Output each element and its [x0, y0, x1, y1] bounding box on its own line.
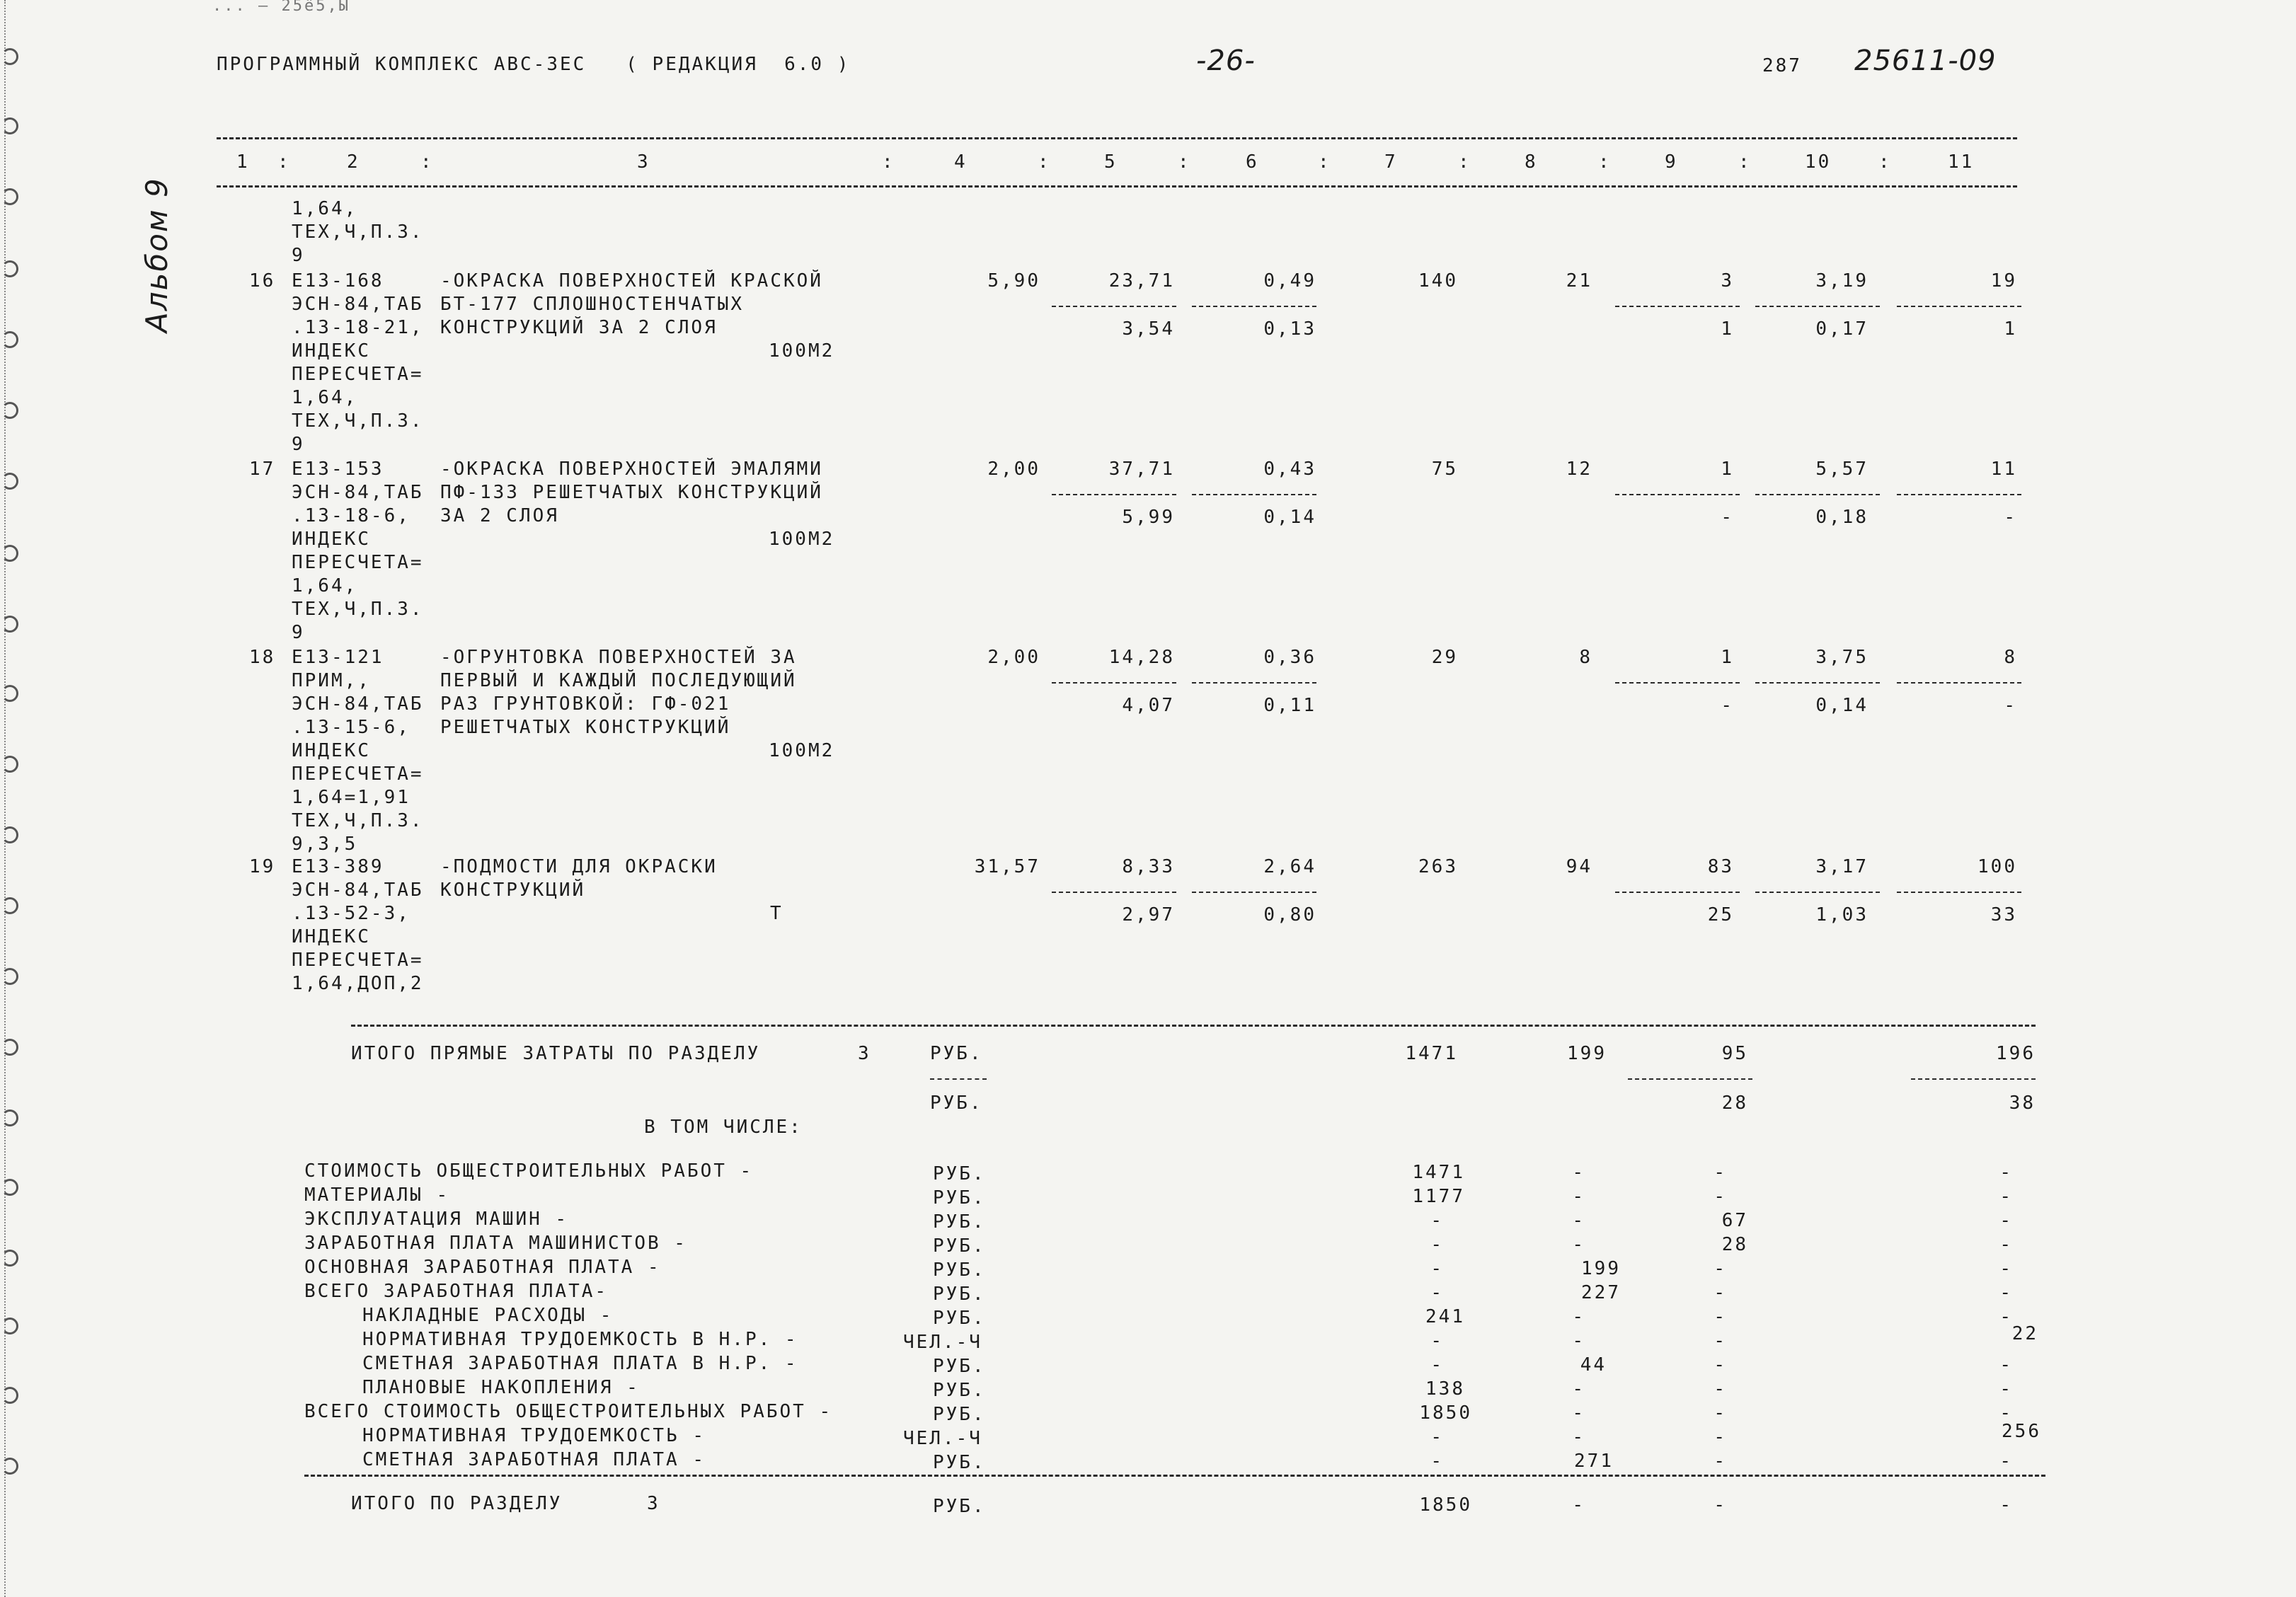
breakdown-wage: 271 [1574, 1451, 1614, 1472]
item-labor-unit: 3,75 [1815, 647, 1869, 668]
breakdown-label: СТОИМОСТЬ ОБЩЕСТРОИТЕЛЬНЫХ РАБОТ - [304, 1160, 754, 1182]
totals-unit: РУБ. [930, 1043, 983, 1064]
breakdown-unit: РУБ. [933, 1235, 986, 1257]
binding-hole-icon [1, 826, 18, 843]
binding-hole-icon [1, 1387, 18, 1404]
section-total-machine: - [1714, 1494, 1727, 1516]
item-code-line: .13-18-6, [292, 505, 411, 526]
column-separator: : [1878, 151, 1892, 173]
breakdown-machine: - [1714, 1402, 1727, 1424]
item-code-line: ТЕХ,Ч,П.3. [292, 410, 424, 432]
item-total-machine-wage: - [1721, 507, 1734, 528]
item-code-line: ТЕХ,Ч,П.3. [292, 810, 424, 831]
breakdown-cost: - [1430, 1210, 1444, 1231]
breakdown-label: ЗАРАБОТНАЯ ПЛАТА МАШИНИСТОВ - [304, 1233, 687, 1254]
item-labor-unit-mach: 0,14 [1815, 695, 1869, 716]
column-separator: : [882, 151, 895, 173]
breakdown-machine: 28 [1721, 1234, 1748, 1255]
item-unit-wage: 2,97 [1122, 904, 1175, 926]
item-quantity: 2,00 [987, 459, 1040, 480]
breakdown-labor: - [1999, 1282, 2013, 1303]
item-code-line: ЭСН-84,ТАБ [292, 693, 424, 715]
item-total-machine-wage: 1 [1721, 318, 1734, 340]
item-code-line: ПЕРЕСЧЕТА= [292, 552, 424, 573]
fraction-rule [1052, 494, 1176, 495]
binding-hole-icon [1, 968, 18, 985]
item-code-line: 9,3,5 [292, 834, 358, 855]
item-code-line: ИНДЕКС [292, 340, 371, 362]
binding-hole-icon [1, 473, 18, 490]
breakdown-labor: - [1999, 1234, 2013, 1255]
item-number: 19 [249, 856, 276, 877]
fraction-rule [1052, 892, 1176, 893]
item-code-line: .13-18-21, [292, 317, 424, 338]
item-unit: Т [770, 903, 783, 924]
item-unit-machine: 0,43 [1263, 459, 1316, 480]
item-quantity: 31,57 [974, 856, 1040, 877]
section-total-number: 3 [647, 1493, 660, 1514]
breakdown-cost: - [1430, 1282, 1444, 1303]
item-labor-total-mach: - [2004, 695, 2017, 716]
fraction-rule [1755, 306, 1880, 307]
totals-wage: 199 [1567, 1043, 1607, 1064]
breakdown-labor: - [1999, 1210, 2013, 1231]
document-number: 25611-09 [1854, 45, 1997, 77]
breakdown-labor: - [1999, 1162, 2013, 1183]
fraction-rule [1615, 494, 1740, 495]
in-that-number-heading: В ТОМ ЧИСЛЕ: [644, 1117, 803, 1138]
breakdown-wage: - [1572, 1426, 1585, 1448]
binding-hole-icon [1, 685, 18, 702]
breakdown-machine: - [1714, 1306, 1727, 1327]
breakdown-unit: РУБ. [933, 1380, 986, 1401]
binding-hole-icon [1, 188, 18, 205]
item-description-line: ПФ-133 РЕШЕТЧАТЫХ КОНСТРУКЦИЙ [440, 482, 823, 503]
fraction-rule [1615, 892, 1740, 893]
fraction-rule [1755, 682, 1880, 684]
item-total-machine: 1 [1721, 647, 1734, 668]
item-unit-price: 37,71 [1108, 459, 1175, 480]
item-code-line: .13-52-3, [292, 903, 411, 924]
item-labor-total: 100 [1978, 856, 2017, 877]
fraction-rule [1755, 494, 1880, 495]
breakdown-unit: РУБ. [933, 1284, 986, 1305]
breakdown-unit: РУБ. [933, 1187, 986, 1209]
item-unit-machine: 0,36 [1263, 647, 1316, 668]
item-total-machine: 3 [1721, 270, 1734, 292]
fraction-rule [1052, 306, 1176, 307]
column-separator: : [1598, 151, 1612, 173]
item-code-line: ИНДЕКС [292, 529, 371, 550]
item-unit: 100М2 [769, 740, 835, 761]
binding-hole-icon [1, 1250, 18, 1267]
item-unit-price: 14,28 [1108, 647, 1175, 668]
item-labor-unit-mach: 1,03 [1815, 904, 1869, 926]
item-labor-total-mach: 33 [1990, 904, 2017, 926]
carryover-line: 9 [292, 245, 305, 266]
item-total-cost: 29 [1431, 647, 1458, 668]
fraction-rule [1897, 682, 2021, 684]
item-code-line: ИНДЕКС [292, 740, 371, 761]
carryover-line: ТЕХ,Ч,П.3. [292, 221, 424, 243]
breakdown-labor: - [1999, 1402, 2013, 1424]
breakdown-cost: 241 [1425, 1306, 1465, 1327]
breakdown-wage: - [1572, 1186, 1585, 1207]
breakdown-unit: ЧЕЛ.-Ч [903, 1332, 982, 1353]
header-rule-top [217, 137, 2017, 139]
item-total-machine: 83 [1707, 856, 1734, 877]
column-header: 4 [954, 151, 968, 173]
item-unit-machine-wage: 0,80 [1263, 904, 1316, 926]
breakdown-cost: - [1430, 1354, 1444, 1376]
breakdown-labor: - [1999, 1186, 2013, 1207]
breakdown-label: ВСЕГО ЗАРАБОТНАЯ ПЛАТА- [304, 1281, 609, 1302]
breakdown-machine: - [1714, 1378, 1727, 1400]
breakdown-wage: - [1572, 1234, 1585, 1255]
item-description-line: КОНСТРУКЦИЙ ЗА 2 СЛОЯ [440, 317, 718, 338]
breakdown-machine: 67 [1721, 1210, 1748, 1231]
album-label: Альбом 9 [139, 177, 174, 333]
item-unit-wage: 5,99 [1122, 507, 1175, 528]
breakdown-unit: РУБ. [933, 1356, 986, 1377]
item-unit-machine-wage: 0,13 [1263, 318, 1316, 340]
item-number: 17 [249, 459, 276, 480]
item-unit-machine-wage: 0,14 [1263, 507, 1316, 528]
fraction-rule [1897, 306, 2021, 307]
column-separator: : [1458, 151, 1471, 173]
item-total-machine-wage: - [1721, 695, 1734, 716]
item-total-wage: 94 [1566, 856, 1592, 877]
section-total-labor: - [1999, 1494, 2013, 1516]
column-separator: : [1178, 151, 1191, 173]
item-code-line: Е13-153 [292, 459, 384, 480]
item-labor-unit: 3,17 [1815, 856, 1869, 877]
item-code-line: ИНДЕКС [292, 926, 371, 947]
fraction-rule [1052, 682, 1176, 684]
binding-hole-icon [1, 331, 18, 348]
breakdown-machine: - [1714, 1354, 1727, 1376]
section-total-label: ИТОГО ПО РАЗДЕЛУ [351, 1493, 563, 1514]
item-unit-wage: 3,54 [1122, 318, 1175, 340]
item-description-line: БТ-177 СПЛОШНОСТЕНЧАТЫХ [440, 294, 745, 315]
column-separator: : [277, 151, 291, 173]
breakdown-unit: РУБ. [933, 1308, 986, 1329]
item-description-line: ПЕРВЫЙ И КАЖДЫЙ ПОСЛЕДУЮЩИЙ [440, 670, 797, 691]
item-total-machine: 1 [1721, 459, 1734, 480]
totals-section: 3 [858, 1043, 871, 1064]
corner-scrawl: ... — 25ё5,Ы [212, 0, 350, 15]
binding-hole-icon [1, 402, 18, 419]
item-labor-total: 19 [1990, 270, 2017, 292]
fraction-rule [1628, 1078, 1752, 1080]
breakdown-cost: 1177 [1412, 1186, 1465, 1207]
column-header: 10 [1805, 151, 1832, 173]
breakdown-label: ВСЕГО СТОИМОСТЬ ОБЩЕСТРОИТЕЛЬНЫХ РАБОТ - [304, 1401, 833, 1422]
binding-hole-icon [1, 1179, 18, 1196]
item-code-line: 1,64, [292, 387, 358, 408]
header-code: 287 [1762, 55, 1802, 76]
column-header: 2 [347, 151, 360, 173]
breakdown-unit: РУБ. [933, 1259, 986, 1281]
item-description-line: ЗА 2 СЛОЯ [440, 505, 559, 526]
item-code-line: Е13-389 [292, 856, 384, 877]
item-quantity: 5,90 [987, 270, 1040, 292]
fraction-rule [1897, 892, 2021, 893]
item-labor-unit: 5,57 [1815, 459, 1869, 480]
breakdown-cost: - [1430, 1426, 1444, 1448]
breakdown-machine: - [1714, 1186, 1727, 1207]
item-labor-total: 11 [1990, 459, 2017, 480]
item-labor-unit-mach: 0,17 [1815, 318, 1869, 340]
header-rule-bottom [217, 185, 2017, 188]
item-code-line: .13-15-6, [292, 717, 411, 738]
item-description-line: -ОКРАСКА ПОВЕРХНОСТЕЙ ЭМАЛЯМИ [440, 459, 823, 480]
item-code-line: ЭСН-84,ТАБ [292, 880, 424, 901]
item-description-line: РАЗ ГРУНТОВКОЙ: ГФ-021 [440, 693, 731, 715]
breakdown-cost: 1850 [1419, 1402, 1472, 1424]
breakdown-cost: - [1430, 1234, 1444, 1255]
column-separator: : [1738, 151, 1752, 173]
fraction-rule [1615, 306, 1740, 307]
column-header: 8 [1525, 151, 1538, 173]
breakdown-wage: - [1572, 1378, 1585, 1400]
breakdown-label: НАКЛАДНЫЕ РАСХОДЫ - [362, 1305, 614, 1326]
column-header: 11 [1948, 151, 1975, 173]
totals-label: ИТОГО ПРЯМЫЕ ЗАТРАТЫ ПО РАЗДЕЛУ [351, 1043, 761, 1064]
item-code-line: ПЕРЕСЧЕТА= [292, 364, 424, 385]
item-code-line: 9 [292, 622, 305, 643]
item-code-line: 1,64=1,91 [292, 787, 411, 808]
binding-hole-icon [1, 616, 18, 633]
item-total-wage: 8 [1579, 647, 1592, 668]
item-description-line: РЕШЕТЧАТЫХ КОНСТРУКЦИЙ [440, 717, 731, 738]
item-total-cost: 263 [1418, 856, 1458, 877]
binding-hole-icon [1, 260, 18, 277]
breakdown-machine: - [1714, 1162, 1727, 1183]
breakdown-cost: - [1430, 1258, 1444, 1279]
breakdown-labor: 256 [2002, 1421, 2041, 1442]
item-number: 16 [249, 270, 276, 292]
binding-hole-icon [1, 1109, 18, 1126]
unit-rule [930, 1078, 987, 1080]
totals-machine-wage: 28 [1721, 1092, 1748, 1114]
breakdown-cost: - [1430, 1451, 1444, 1472]
binding-hole-icon [1, 545, 18, 562]
column-header: 1 [236, 151, 250, 173]
item-unit-wage: 4,07 [1122, 695, 1175, 716]
breakdown-machine: - [1714, 1258, 1727, 1279]
fraction-rule [1755, 892, 1880, 893]
binding-hole-icon [1, 897, 18, 914]
item-code-line: Е13-121 [292, 647, 384, 668]
breakdown-unit: РУБ. [933, 1163, 986, 1184]
column-header: 6 [1246, 151, 1259, 173]
fraction-rule [1192, 494, 1316, 495]
item-code-line: ПЕРЕСЧЕТА= [292, 950, 424, 971]
binding-hole-icon [1, 1039, 18, 1056]
totals-cost: 1471 [1405, 1043, 1458, 1064]
program-header: ПРОГРАММНЫЙ КОМПЛЕКС АВС-3ЕС ( РЕДАКЦИЯ 6.0 ) [217, 54, 851, 75]
column-header: 3 [637, 151, 650, 173]
item-unit-price: 8,33 [1122, 856, 1175, 877]
breakdown-labor: - [1999, 1258, 2013, 1279]
totals-machine: 95 [1721, 1043, 1748, 1064]
item-total-cost: 140 [1418, 270, 1458, 292]
item-code-line: ПЕРЕСЧЕТА= [292, 763, 424, 785]
totals-rule [351, 1025, 2036, 1027]
binding-hole-icon [1, 756, 18, 773]
breakdown-labor: - [1999, 1354, 2013, 1376]
breakdown-machine: - [1714, 1426, 1727, 1448]
fraction-rule [1192, 306, 1316, 307]
breakdown-labor: - [1999, 1378, 2013, 1400]
item-code-line: ТЕХ,Ч,П.3. [292, 599, 424, 620]
item-code-line: 1,64, [292, 575, 358, 596]
breakdown-label: СМЕТНАЯ ЗАРАБОТНАЯ ПЛАТА - [362, 1449, 706, 1470]
item-labor-unit: 3,19 [1815, 270, 1869, 292]
fraction-rule [1897, 494, 2021, 495]
item-labor-total-mach: 1 [2004, 318, 2017, 340]
breakdown-wage: - [1572, 1402, 1585, 1424]
breakdown-unit: РУБ. [933, 1211, 986, 1233]
item-unit: 100М2 [769, 529, 835, 550]
fraction-rule [1911, 1078, 2036, 1080]
item-unit-machine-wage: 0,11 [1263, 695, 1316, 716]
breakdown-labor: - [1999, 1451, 2013, 1472]
section-total-wage: - [1572, 1494, 1585, 1516]
totals-unit: РУБ. [930, 1092, 983, 1114]
item-unit-price: 23,71 [1108, 270, 1175, 292]
item-labor-total-mach: - [2004, 507, 2017, 528]
perforated-edge [4, 0, 6, 1597]
breakdown-label: ПЛАНОВЫЕ НАКОПЛЕНИЯ - [362, 1377, 640, 1398]
item-labor-total: 8 [2004, 647, 2017, 668]
breakdown-machine: - [1714, 1282, 1727, 1303]
breakdown-label: НОРМАТИВНАЯ ТРУДОЕМКОСТЬ В Н.Р. - [362, 1329, 798, 1350]
breakdown-cost: 138 [1425, 1378, 1465, 1400]
breakdown-labor: - [1999, 1306, 2013, 1327]
breakdown-label: ОСНОВНАЯ ЗАРАБОТНАЯ ПЛАТА - [304, 1257, 661, 1278]
column-separator: : [1318, 151, 1331, 173]
totals-labor-mach: 38 [2009, 1092, 2036, 1114]
item-unit-machine: 0,49 [1263, 270, 1316, 292]
breakdown-machine: - [1714, 1451, 1727, 1472]
item-code-line: Е13-168 [292, 270, 384, 292]
page-number: -26- [1196, 45, 1256, 77]
item-labor-unit-mach: 0,18 [1815, 507, 1869, 528]
column-header: 5 [1104, 151, 1118, 173]
carryover-line: 1,64, [292, 198, 358, 219]
item-description-line: КОНСТРУКЦИЙ [440, 880, 586, 901]
column-header: 7 [1384, 151, 1398, 173]
item-total-machine-wage: 25 [1707, 904, 1734, 926]
item-description-line: -ПОДМОСТИ ДЛЯ ОКРАСКИ [440, 856, 718, 877]
breakdown-labor: 22 [2011, 1323, 2038, 1344]
item-code-line: ЭСН-84,ТАБ [292, 294, 424, 315]
item-total-cost: 75 [1431, 459, 1458, 480]
item-number: 18 [249, 647, 276, 668]
breakdown-label: НОРМАТИВНАЯ ТРУДОЕМКОСТЬ - [362, 1425, 706, 1446]
breakdown-unit: РУБ. [933, 1404, 986, 1425]
item-description-line: -ОГРУНТОВКА ПОВЕРХНОСТЕЙ ЗА [440, 647, 797, 668]
column-separator: : [420, 151, 434, 173]
section-total-rule [304, 1475, 2045, 1477]
breakdown-label: СМЕТНАЯ ЗАРАБОТНАЯ ПЛАТА В Н.Р. - [362, 1353, 798, 1374]
binding-hole-icon [1, 1318, 18, 1334]
breakdown-cost: 1471 [1412, 1162, 1465, 1183]
item-total-wage: 12 [1566, 459, 1592, 480]
breakdown-machine: - [1714, 1330, 1727, 1351]
item-code-line: ЭСН-84,ТАБ [292, 482, 424, 503]
breakdown-wage: 44 [1580, 1354, 1607, 1376]
item-code-line: 9 [292, 434, 305, 455]
section-total-cost: 1850 [1419, 1494, 1472, 1516]
item-quantity: 2,00 [987, 647, 1040, 668]
item-total-wage: 21 [1566, 270, 1592, 292]
item-code-line: ПРИМ,, [292, 670, 371, 691]
binding-hole-icon [1, 48, 18, 65]
fraction-rule [1192, 892, 1316, 893]
section-total-unit: РУБ. [933, 1496, 986, 1517]
item-unit: 100М2 [769, 340, 835, 362]
breakdown-unit: РУБ. [933, 1452, 986, 1473]
breakdown-cost: - [1430, 1330, 1444, 1351]
item-description-line: -ОКРАСКА ПОВЕРХНОСТЕЙ КРАСКОЙ [440, 270, 823, 292]
breakdown-wage: - [1572, 1306, 1585, 1327]
breakdown-wage: - [1572, 1162, 1585, 1183]
breakdown-wage: 227 [1581, 1282, 1621, 1303]
item-code-line: 1,64,ДОП,2 [292, 973, 424, 994]
totals-labor: 196 [1996, 1043, 2036, 1064]
fraction-rule [1615, 682, 1740, 684]
binding-hole-icon [1, 117, 18, 134]
fraction-rule [1192, 682, 1316, 684]
breakdown-wage: 199 [1581, 1258, 1621, 1279]
item-unit-machine: 2,64 [1263, 856, 1316, 877]
column-header: 9 [1665, 151, 1678, 173]
breakdown-unit: ЧЕЛ.-Ч [903, 1428, 982, 1449]
breakdown-label: МАТЕРИАЛЫ - [304, 1184, 450, 1206]
breakdown-wage: - [1572, 1330, 1585, 1351]
binding-hole-icon [1, 1458, 18, 1475]
breakdown-wage: - [1572, 1210, 1585, 1231]
breakdown-label: ЭКСПЛУАТАЦИЯ МАШИН - [304, 1209, 569, 1230]
column-separator: : [1038, 151, 1051, 173]
